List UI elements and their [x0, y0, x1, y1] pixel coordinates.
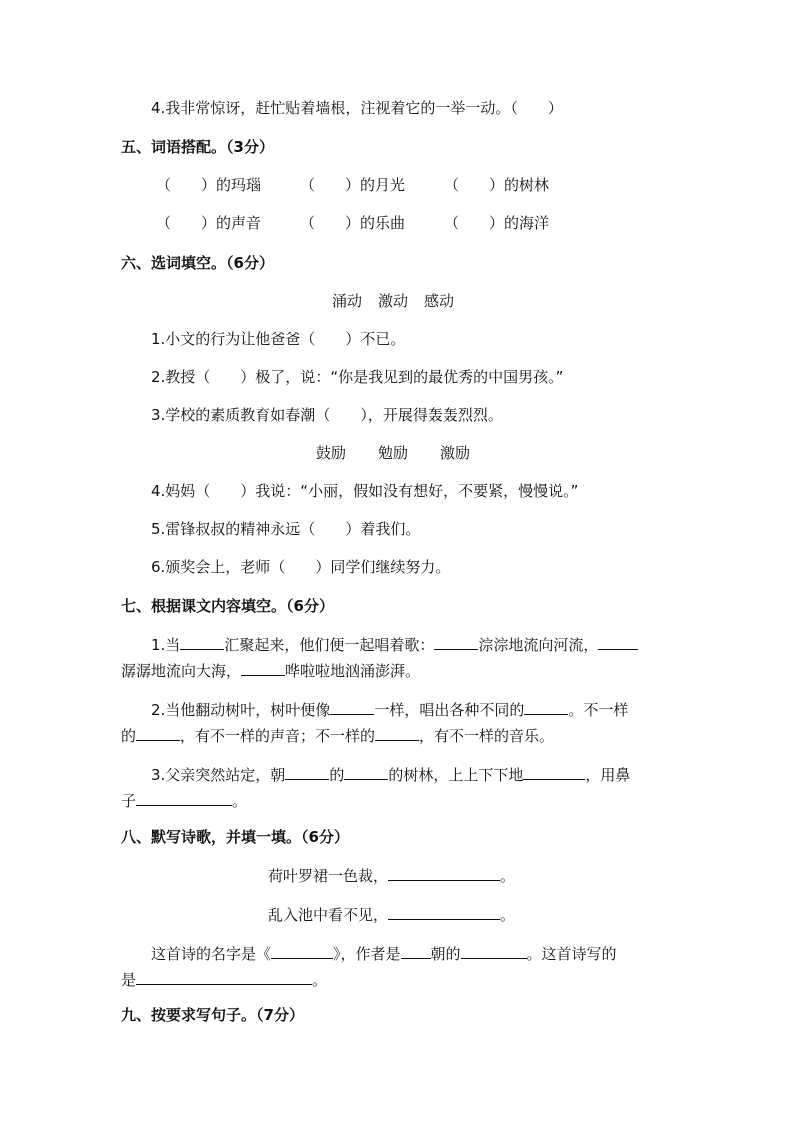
answer-blank[interactable] [285, 763, 329, 780]
answer-blank[interactable] [401, 942, 431, 959]
fill-item-4: 4.妈妈（ ）我说：“小丽，假如没有想好，不要紧，慢慢说。” [151, 482, 579, 500]
match-2-3: （ ）的海洋 [444, 214, 550, 232]
text: ，有不一样的声音；不一样的 [180, 727, 376, 745]
passage-3-line-2 [121, 789, 247, 812]
answer-blank[interactable] [136, 789, 232, 806]
word-bank-word: 勉励 [378, 444, 409, 462]
text: 。 [232, 792, 248, 810]
match-2-1: （ ）的声音 [156, 214, 262, 232]
answer-blank[interactable] [344, 763, 388, 780]
word-bank-2 [316, 442, 470, 464]
section-7-heading: 七、根据课文内容填空。（6分） [121, 597, 334, 615]
text: ，有不一样的音乐。 [419, 727, 555, 745]
text: 2.当他翻动树叶，树叶便像 [151, 701, 331, 719]
fill-item-3: 3.学校的素质教育如春潮（ ），开展得轰轰烈烈。 [151, 406, 503, 424]
text: 淙淙地流向河流， [478, 636, 599, 654]
text: ，用鼻 [585, 766, 631, 784]
text: 哗啦啦地汹涌澎湃。 [285, 662, 421, 680]
text: 朝的 [430, 945, 461, 963]
poem-question-line-2 [121, 968, 327, 991]
answer-blank[interactable] [136, 968, 312, 985]
text: 是 [121, 971, 137, 989]
poem-line-1 [268, 864, 515, 887]
text: 的 [329, 766, 345, 784]
answer-blank[interactable] [330, 698, 374, 715]
match-2-2: （ ）的乐曲 [300, 214, 406, 232]
section-5-heading: 五、词语搭配。（3分） [121, 138, 274, 156]
fill-item-6: 6.颁奖会上，老师（ ）同学们继续努力。 [151, 558, 451, 576]
text: 》，作者是 [333, 945, 401, 963]
section-8-heading: 八、默写诗歌，并填一填。（6分） [121, 828, 349, 846]
word-bank-word: 涌动 [332, 292, 363, 310]
text: 。不一样 [568, 701, 629, 719]
text: 。 [500, 906, 516, 924]
match-1-1: （ ）的玛瑙 [156, 176, 262, 194]
text: 荷叶罗裙一色裁， [268, 867, 389, 885]
section-9-heading: 九、按要求写句子。（7分） [121, 1006, 304, 1024]
question-4: 4.我非常惊讶，赶忙贴着墙根，注视着它的一举一动。（ ） [151, 99, 563, 117]
answer-blank[interactable] [241, 659, 285, 676]
text: 。 [500, 867, 516, 885]
answer-blank[interactable] [388, 864, 500, 881]
word-bank-word: 激励 [440, 444, 471, 462]
text: 。这首诗写的 [526, 945, 617, 963]
answer-blank[interactable] [523, 763, 585, 780]
passage-3-line-1 [151, 763, 630, 786]
fill-item-5: 5.雷锋叔叔的精神永远（ ）着我们。 [151, 520, 421, 538]
poem-question-line-1 [151, 942, 617, 965]
answer-blank[interactable] [180, 633, 224, 650]
passage-2-line-2 [121, 724, 554, 747]
section-6-heading: 六、选词填空。（6分） [121, 254, 274, 272]
fill-item-2: 2.教授（ ）极了，说：“你是我见到的最优秀的中国男孩。” [151, 368, 564, 386]
text: 3.父亲突然站定，朝 [151, 766, 286, 784]
answer-blank[interactable] [136, 724, 180, 741]
text: 1.当 [151, 636, 181, 654]
word-bank-1 [332, 290, 454, 312]
answer-blank[interactable] [388, 903, 500, 920]
answer-blank[interactable] [461, 942, 527, 959]
text: 的树林，上上下下地 [388, 766, 524, 784]
poem-line-2 [268, 903, 515, 926]
text: 。 [312, 971, 328, 989]
passage-2-line-1 [151, 698, 628, 721]
match-1-2: （ ）的月光 [300, 176, 406, 194]
answer-blank[interactable] [375, 724, 419, 741]
passage-1-line-2 [121, 659, 420, 682]
text: 潺潺地流向大海， [121, 662, 242, 680]
text: 这首诗的名字是《 [151, 945, 272, 963]
text: 汇聚起来，他们便一起唱着歌： [224, 636, 435, 654]
answer-blank[interactable] [598, 633, 638, 650]
passage-1-line-1 [151, 633, 638, 656]
match-1-3: （ ）的树林 [444, 176, 550, 194]
word-bank-word: 激动 [378, 292, 409, 310]
answer-blank[interactable] [271, 942, 333, 959]
word-bank-word: 鼓励 [316, 444, 347, 462]
word-bank-word: 感动 [424, 292, 455, 310]
fill-item-1: 1.小文的行为让他爸爸（ ）不已。 [151, 330, 406, 348]
text: 子 [121, 792, 137, 810]
text: 乱入池中看不见， [268, 906, 389, 924]
text: 一样，唱出各种不同的 [374, 701, 525, 719]
text: 的 [121, 727, 137, 745]
answer-blank[interactable] [434, 633, 478, 650]
answer-blank[interactable] [524, 698, 568, 715]
